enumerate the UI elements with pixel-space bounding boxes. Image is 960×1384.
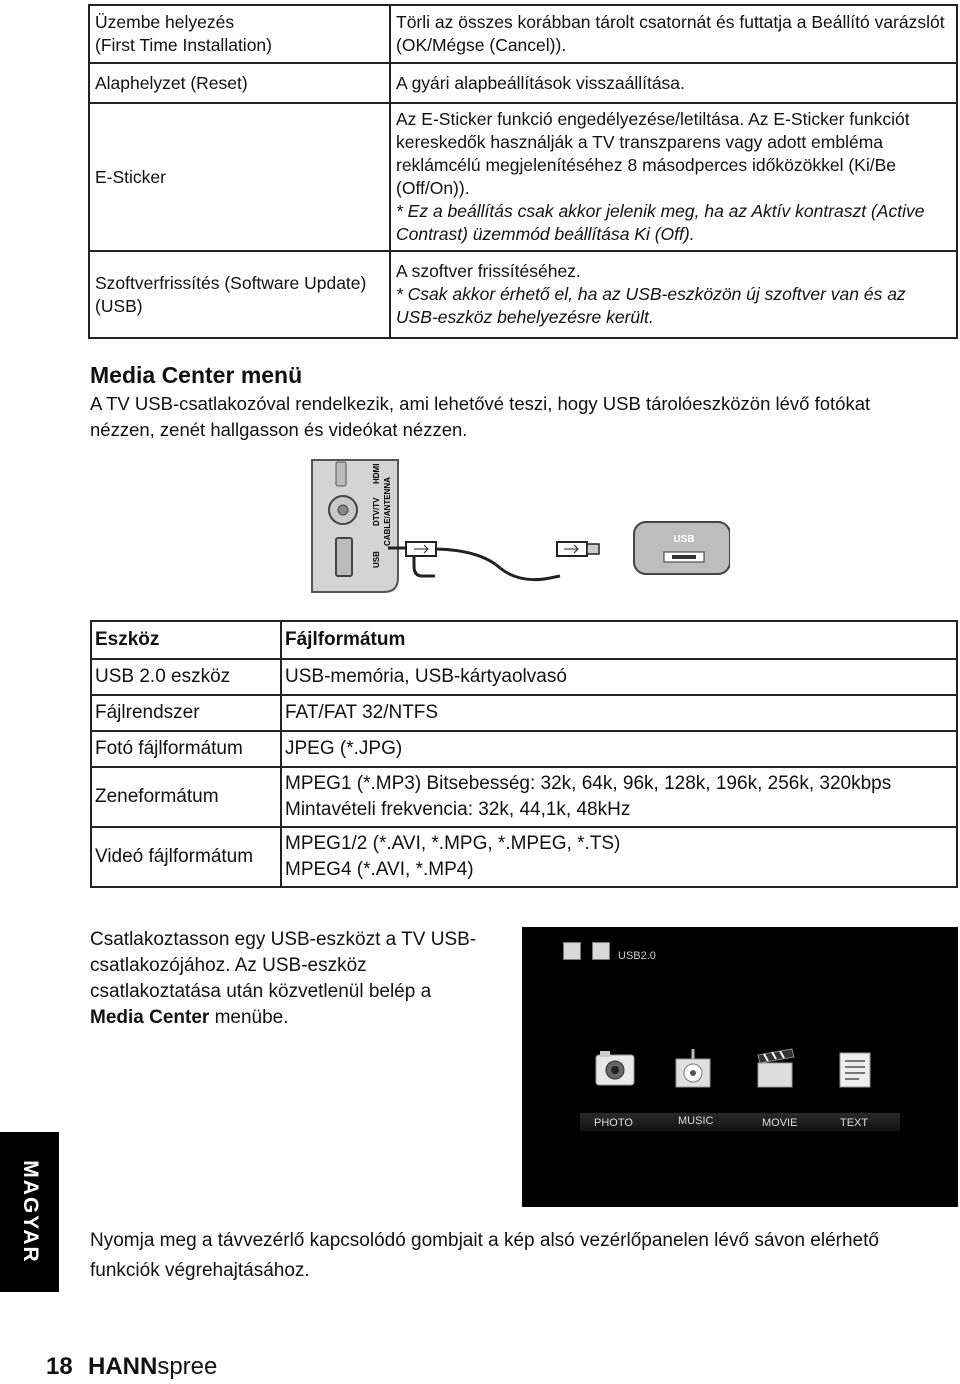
table-row <box>89 103 957 251</box>
format-key: Videó fájlformátum <box>91 827 281 887</box>
language-tab <box>0 1132 59 1292</box>
language-label: MAGYAR <box>18 1160 42 1264</box>
setting-note: * Ez a beállítás csak akkor jelenik meg, ha az Aktív kontraszt (Active Contrast) üzemmód beállítása Ki (Off). <box>396 201 925 244</box>
usb-source-label: USB2.0 <box>618 950 656 962</box>
setting-name: E-Sticker <box>89 103 390 251</box>
brand-logo <box>88 1353 217 1381</box>
usb-device <box>634 522 730 574</box>
table-row <box>91 659 957 695</box>
page-number: 18 <box>46 1353 73 1380</box>
format-value <box>281 827 957 887</box>
tab-music[interactable]: MUSIC <box>678 1115 714 1127</box>
setting-description: A szoftver frissítéséhez. <box>396 261 581 281</box>
remote-instructions: Nyomja meg a távvezérlő kapcsolódó gombjait a kép alsó vezérlőpanelen lévő sávon elérhető funkciók végrehajtásához. <box>90 1230 879 1281</box>
section-title: Media Center menü <box>90 362 303 388</box>
music-icon[interactable] <box>670 1045 716 1093</box>
setting-description-cell <box>390 103 957 251</box>
section-description: A TV USB-csatlakozóval rendelkezik, ami lehetővé teszi, hogy USB tárolóeszközön lévő fotókat nézzen, zenét hallgasson és videókat nézzen. <box>90 393 871 440</box>
format-line: MPEG4 (*.AVI, *.MP4) <box>285 859 474 880</box>
format-key: Fotó fájlformátum <box>91 731 281 767</box>
format-value <box>281 767 957 827</box>
usb-source-icon <box>592 942 610 960</box>
setting-name-line: (First Time Installation) <box>95 35 272 55</box>
tv-usb-port <box>336 538 352 576</box>
format-line: MPEG1/2 (*.AVI, *.MPG, *.MPEG, *.TS) <box>285 833 621 854</box>
table-header-row <box>91 621 957 659</box>
media-center-name: Media Center <box>90 1007 210 1028</box>
setting-description: Törli az összes korábban tárolt csatornát és futtatja a Beállító varázslót (OK/Mégse (Cancel)). <box>390 5 957 63</box>
media-center-screenshot <box>522 927 958 1207</box>
table-row <box>91 695 957 731</box>
usb-plug-tip <box>587 544 599 554</box>
connect-text: Csatlakoztasson egy USB-eszközt a TV USB-csatlakozójához. Az USB-eszköz csatlakoztatása után közvetlenül belép a <box>90 929 477 1002</box>
antenna-pin <box>338 505 348 515</box>
tab-movie[interactable]: MOVIE <box>762 1117 798 1129</box>
antenna-label-1: DTV/TV <box>372 497 381 526</box>
text-icon[interactable] <box>832 1045 878 1093</box>
brand-bold: HANN <box>88 1353 158 1380</box>
usb-device-label: USB <box>673 534 695 545</box>
format-line: MPEG1 (*.MP3) Bitsebesség: 32k, 64k, 96k, 128k, 196k, 256k, 320kbps <box>285 773 892 794</box>
tab-photo[interactable]: PHOTO <box>594 1117 633 1129</box>
format-value: JPEG (*.JPG) <box>281 731 957 767</box>
connect-instructions <box>90 927 490 1031</box>
table-row <box>91 731 957 767</box>
settings-table <box>88 4 958 339</box>
usb-device-slot <box>672 555 696 559</box>
usb-source-icon <box>563 942 581 960</box>
movie-icon[interactable] <box>752 1045 798 1093</box>
setting-description: A gyári alapbeállítások visszaállítása. <box>390 63 957 103</box>
column-header: Eszköz <box>91 621 281 659</box>
setting-name-line: Üzembe helyezés <box>95 12 235 32</box>
format-value: USB-memória, USB-kártyaolvasó <box>281 659 957 695</box>
cable <box>436 549 560 580</box>
hdmi-label: HDMI <box>372 463 381 484</box>
photo-icon[interactable] <box>592 1045 638 1093</box>
format-value: FAT/FAT 32/NTFS <box>281 695 957 731</box>
usb-port-label: USB <box>372 551 381 568</box>
format-key: USB 2.0 eszköz <box>91 659 281 695</box>
table-row <box>89 251 957 338</box>
usb-connection-diagram <box>310 458 730 594</box>
antenna-label-2: CABLE/ANTENNA <box>383 477 392 546</box>
tab-text[interactable]: TEXT <box>840 1117 869 1129</box>
table-row <box>89 63 957 103</box>
setting-note: * Csak akkor érhető el, ha az USB-eszközön új szoftver van és az USB-eszköz behelyezésre került. <box>396 284 906 327</box>
format-table <box>90 620 958 888</box>
setting-description: Az E-Sticker funkció engedélyezése/letiltása. Az E-Sticker funkciót kereskedők használják a TV transzparens vagy adott embléma reklámcélú megjelenítéséhez 8 másodperces időközökkel (Ki/Be (Off/On)). <box>396 109 910 198</box>
format-key: Zeneformátum <box>91 767 281 827</box>
brand-rest: spree <box>157 1353 218 1380</box>
format-line: Mintavételi frekvencia: 32k, 44,1k, 48kHz <box>285 799 631 820</box>
setting-description-cell <box>390 251 957 338</box>
table-row <box>91 767 957 827</box>
column-header: Fájlformátum <box>281 621 957 659</box>
connect-suffix: menübe. <box>209 1007 289 1028</box>
setting-name: Szoftverfrissítés (Software Update) (USB) <box>89 251 390 338</box>
format-key: Fájlrendszer <box>91 695 281 731</box>
table-row <box>91 827 957 887</box>
setting-name: Alaphelyzet (Reset) <box>89 63 390 103</box>
hdmi-port <box>336 462 346 486</box>
table-row <box>89 5 957 63</box>
setting-name <box>89 5 390 63</box>
